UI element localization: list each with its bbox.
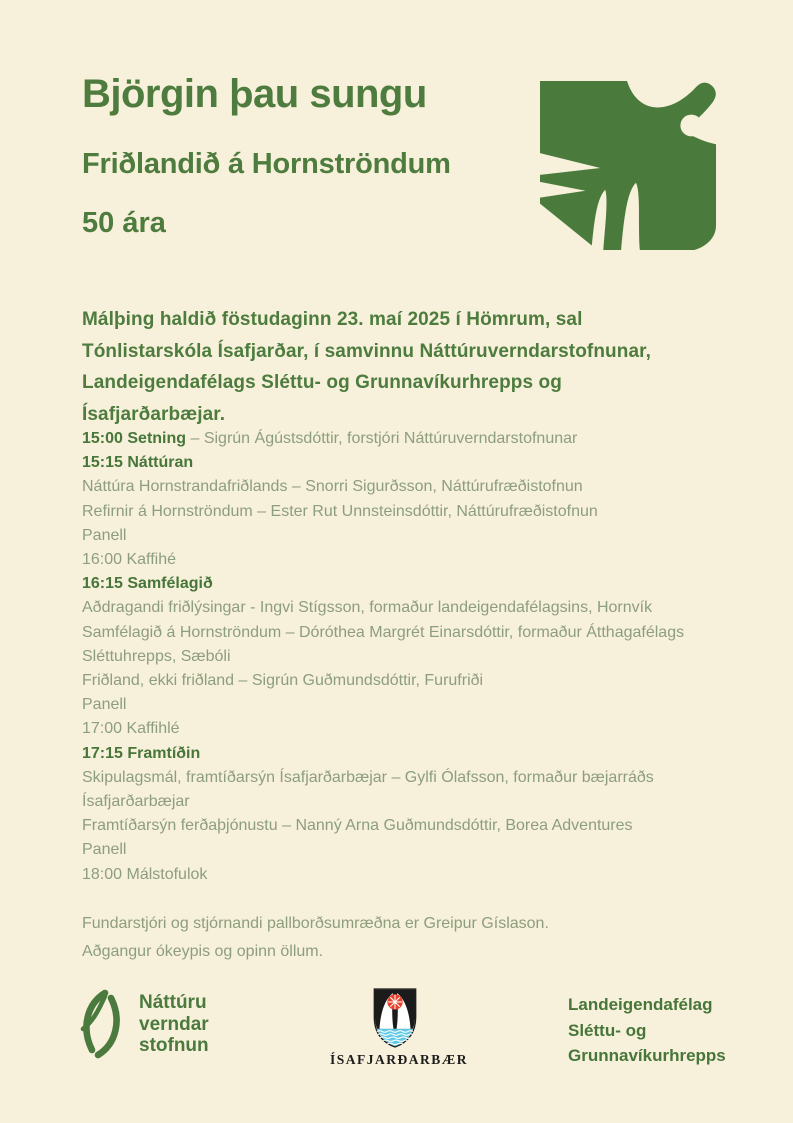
agenda-line-text: Framtíðarsýn ferðaþjónustu – Nanný Arna Guðmundsdóttir, Borea Adventures	[82, 817, 633, 835]
agenda-line-text: Friðland, ekki friðland – Sigrún Guðmundsdóttir, Furufriði	[82, 672, 484, 690]
agenda-line-bold: 15:15 Náttúran	[82, 454, 194, 472]
intro-paragraph	[82, 304, 722, 430]
note-line: Aðgangur ókeypis og opinn öllum.	[82, 943, 324, 960]
agenda-line	[82, 790, 762, 814]
page-title: Björgin þau sungu	[82, 72, 427, 116]
agenda-line-bold: 15:00 Setning	[82, 430, 187, 447]
nvs-wordmark	[139, 992, 209, 1057]
agenda-line	[82, 814, 762, 838]
anniversary-text: 50 ára	[82, 207, 166, 239]
agenda-line	[82, 838, 762, 862]
agenda-line	[82, 572, 762, 596]
agenda-line-text: 16:00 Kaffihé	[82, 551, 177, 569]
landeigendafelag-line: Sléttu- og	[568, 1020, 647, 1040]
agenda-line	[82, 524, 762, 548]
agenda-line-text: Aðdragandi friðlýsingar - Ingvi Stígsson, formaður landeigendafélagsins, Hornvík	[82, 599, 653, 617]
agenda-line	[82, 863, 762, 887]
agenda-list	[82, 427, 762, 887]
landeigendafelag-line: Landeigendafélag	[568, 995, 713, 1014]
isafjardarbaer-logo	[330, 988, 469, 1068]
landeigendafelag-wordmark	[568, 992, 726, 1069]
isafjardarbaer-label: ÍSAFJARÐARBÆR	[330, 1052, 469, 1067]
agenda-line	[82, 717, 762, 741]
agenda-line	[82, 621, 762, 645]
agenda-line-text: Refirnir á Hornströndum – Ester Rut Unnsteinsdóttir, Náttúrufræðistofnun	[82, 502, 598, 520]
agenda-line-text: 18:00 Málstofulok	[82, 865, 208, 883]
agenda-line-text: Skipulagsmál, framtíðarsýn Ísafjarðarbæjar – Gylfi Ólafsson, formaður bæjarráðs	[82, 768, 654, 786]
agenda-line-text: – Sigrún Ágústsdóttir, forstjóri Náttúruverndarstofnunar	[186, 430, 578, 447]
agenda-line	[82, 548, 762, 572]
note-line: Fundarstjóri og stjórnandi pallborðsumræðna er Greipur Gíslason.	[82, 915, 549, 932]
closing-notes	[82, 910, 722, 966]
intro-line: Landeigendafélags Sléttu- og Grunnavíkurhrepps og	[82, 372, 562, 393]
agenda-line	[82, 693, 762, 717]
agenda-line-text: Panell	[82, 841, 127, 859]
agenda-line	[82, 645, 762, 669]
intro-line: Málþing haldið föstudaginn 23. maí 2025 í Hömrum, sal	[82, 309, 583, 330]
agenda-line	[82, 742, 762, 766]
agenda-line	[82, 500, 762, 524]
intro-line: Tónlistarskóla Ísafjarðar, í samvinnu Náttúruverndarstofnunar,	[82, 340, 651, 362]
agenda-line	[82, 427, 762, 451]
intro-line: Ísafjarðarbæjar.	[82, 403, 226, 425]
agenda-line-bold: 16:15 Samfélagið	[82, 575, 213, 593]
agenda-line-text: Náttúra Hornstrandafriðlands – Snorri Sigurðsson, Náttúrufræðistofnun	[82, 478, 583, 496]
page-subtitle: Friðlandið á Hornströndum	[82, 148, 451, 180]
agenda-line-text: Ísafjarðarbæjar	[82, 793, 190, 811]
hornstrandir-anniversary-leaf-icon	[540, 80, 718, 252]
agenda-line-text: Sléttuhrepps, Sæbóli	[82, 647, 231, 665]
isafjardarbaer-crest-icon	[372, 988, 418, 1048]
agenda-line-text: 17:00 Kaffihlé	[82, 720, 180, 738]
agenda-line	[82, 596, 762, 620]
agenda-line-text: Panell	[82, 696, 127, 714]
agenda-line-text: Samfélagið á Hornströndum – Dóróthea Margrét Einarsdóttir, formaður Átthagafélags	[82, 623, 685, 641]
agenda-line-text: Panell	[82, 526, 127, 544]
agenda-line	[82, 475, 762, 499]
agenda-line	[82, 669, 762, 693]
leaf-outline-icon	[78, 989, 126, 1059]
nvs-wordmark-line: verndar	[139, 1013, 209, 1035]
agenda-line-bold: 17:15 Framtíðin	[82, 744, 201, 762]
nvs-wordmark-line: Náttúru	[139, 992, 207, 1013]
natturuverndarstofnun-logo	[78, 989, 209, 1059]
agenda-line	[82, 766, 762, 790]
nvs-wordmark-line: stofnun	[139, 1035, 209, 1056]
agenda-line	[82, 451, 762, 475]
landeigendafelag-line: Grunnavíkurhrepps	[568, 1046, 726, 1065]
